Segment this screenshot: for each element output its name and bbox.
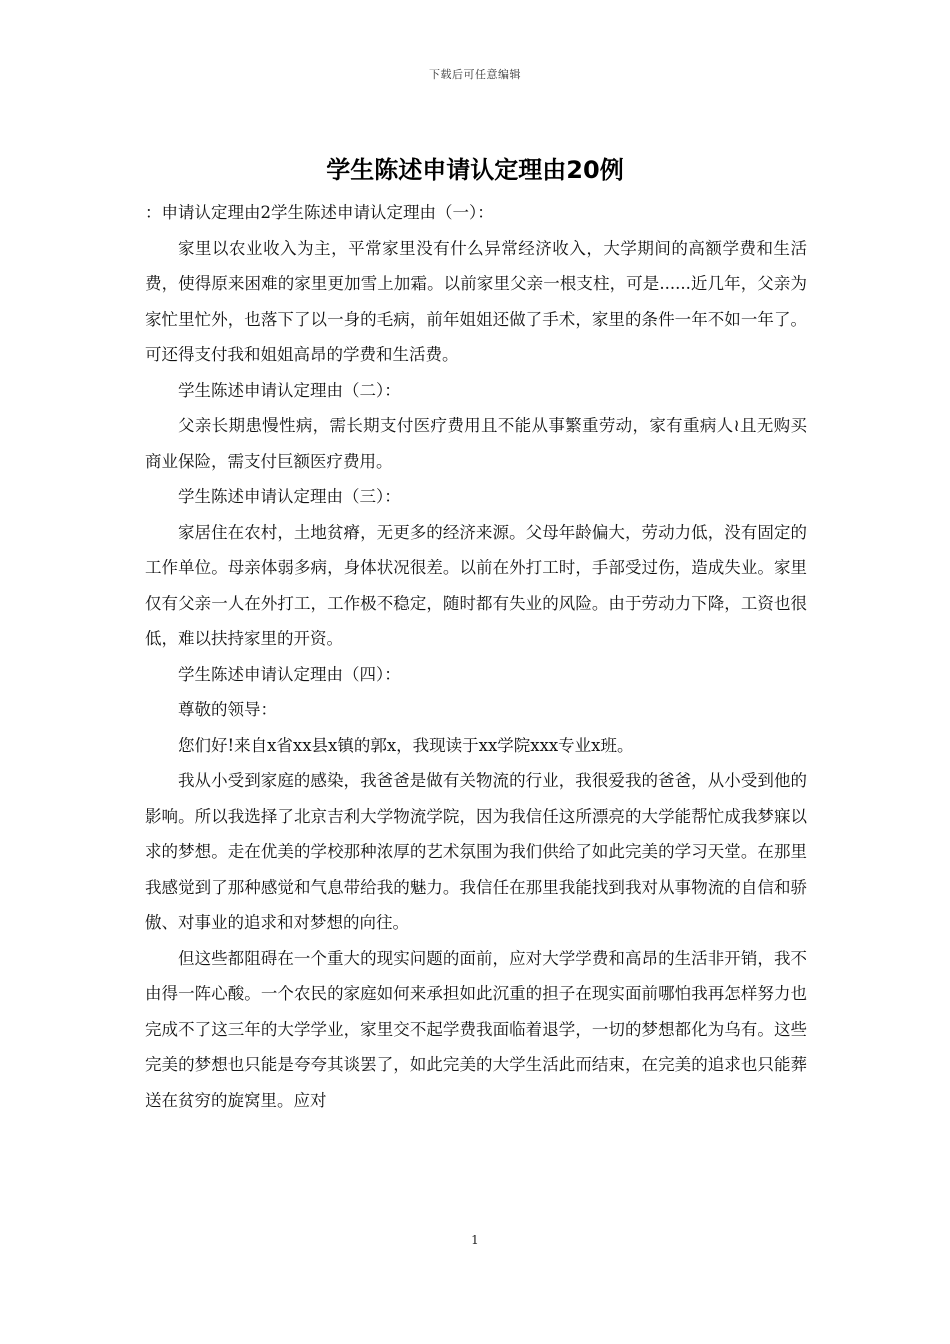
salutation: 尊敬的领导： — [178, 700, 277, 719]
document-title: 学生陈述申请认定理由20例 — [326, 156, 624, 184]
paragraph: 家居住在农村，土地贫瘠，无更多的经济来源。父母年龄偏大，劳动力低，没有固定的工作单位。母亲体弱多病，身体状况很差。以前在外打工时，手部受过伤，造成失业。家里仅有父亲一人在外打工，工作极不稳定，随时都有失业的风险。由于劳动力下降，工资也很低，难以扶持家里的开资。 — [145, 522, 807, 648]
section-heading: 学生陈述申请认定理由（二）： — [178, 380, 401, 400]
paragraph: 但这些都阻碍在一个重大的现实问题的面前，应对大学学费和高昂的生活非开销，我不由得一阵心酸。一个农民的家庭如何来承担如此沉重的担子在现实面前哪怕我再怎样努力也完成不了这三年的大学学业，家里交不起学费我面临着退学，一切的梦想都化为乌有。这些完美的梦想也只能是夸夸其谈罢了，如此完美的大学生活此而结束，在完美的追求也只能葬送在贫穷的旋窝里。应对 — [145, 948, 807, 1110]
document-body — [145, 195, 807, 1118]
header-note: 下载后可任意编辑 — [429, 68, 521, 81]
paragraph: 父亲长期患慢性病，需长期支付医疗费用且不能从事繁重劳动，家有重病人≀且无购买商业保险，需支付巨额医疗费用。 — [145, 416, 807, 471]
paragraph: ：申请认定理由2学生陈述申请认定理由（一）： — [145, 203, 494, 222]
paragraph: 我从小受到家庭的感染，我爸爸是做有关物流的行业，我很爱我的爸爸，从小受到他的影响。所以我选择了北京吉利大学物流学院，因为我信任这所漂亮的大学能帮忙成我梦寐以求的梦想。走在优美的学校那种浓厚的艺术氛围为我们供给了如此完美的学习天堂。在那里我感觉到了那种感觉和气息带给我的魅力。我信任在那里我能找到我对从事物流的自信和骄傲、对事业的追求和对梦想的向往。 — [145, 771, 807, 932]
section-heading: 学生陈述申请认定理由（三）： — [178, 487, 401, 506]
paragraph: 家里以农业收入为主，平常家里没有什么异常经济收入，大学期间的高额学费和生活费，使得原来困难的家里更加雪上加霜。以前家里父亲一根支柱，可是......近几年，父亲为家忙里忙外，也落下了以一身的毛病，前年姐姐还做了手术，家里的条件一年不如一年了。可还得支付我和姐姐高昂的学费和生活费。 — [145, 238, 807, 364]
page-number: 1 — [471, 1233, 479, 1247]
section-heading: 学生陈述申请认定理由（四）： — [178, 664, 401, 684]
paragraph: 您们好!来自x省xx县x镇的郭x，我现读于xx学院xxx专业x班。 — [178, 735, 634, 755]
